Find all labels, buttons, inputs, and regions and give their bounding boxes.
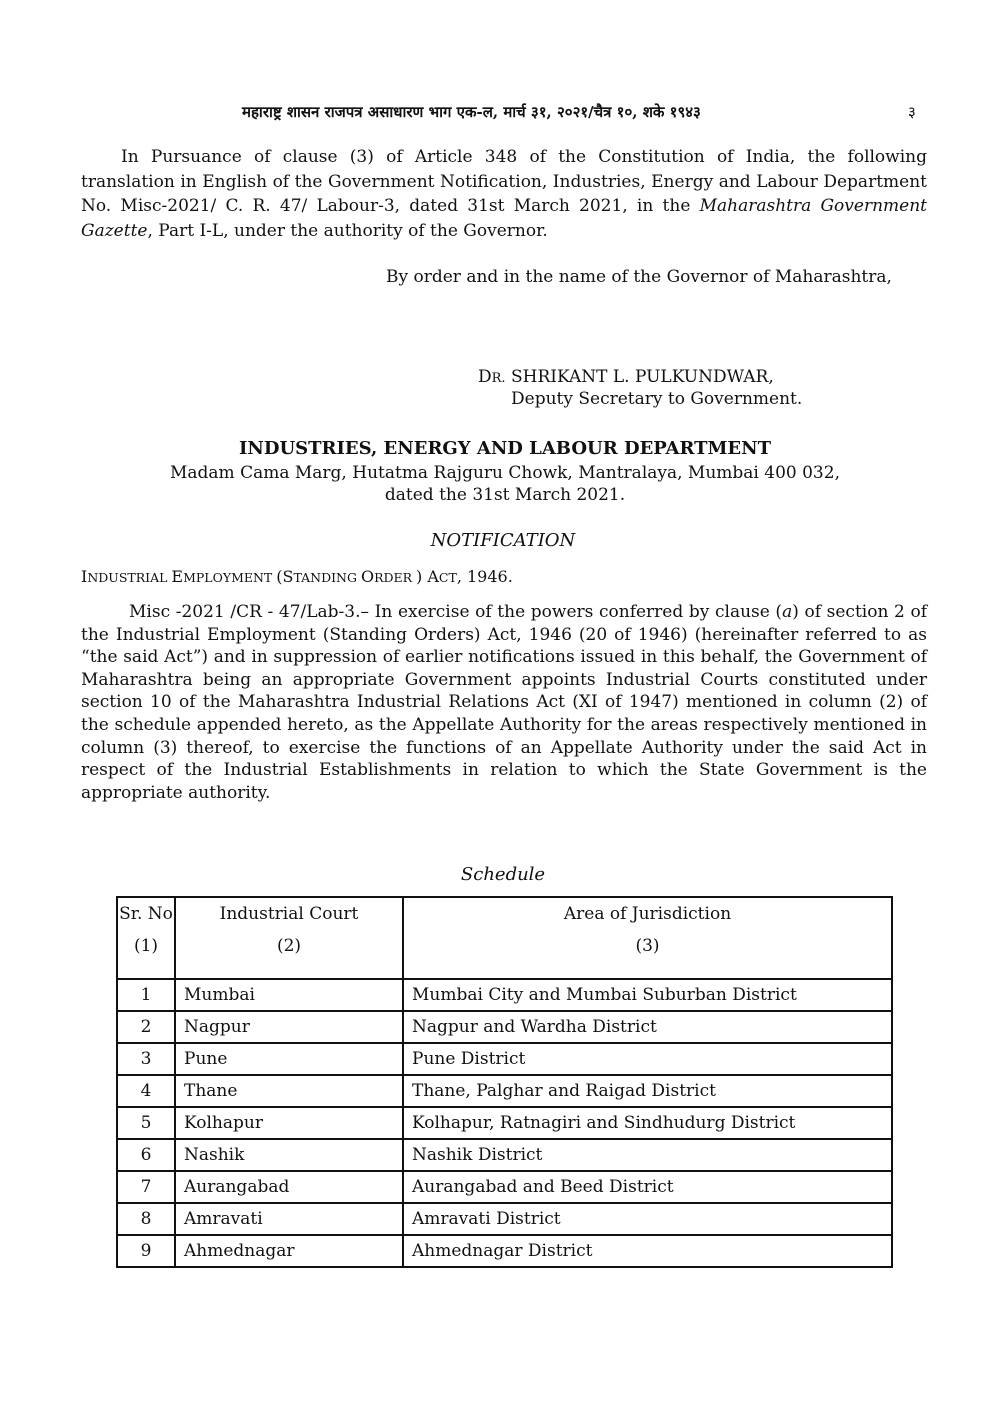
body-text-end: ) of section 2 of the Industrial Employment (Standing Orders) Act, 1946 (20 of 1946) (hereinafter referred to as “the said Act”) and in suppression of earlier notifications issued in this behalf, the Government of Maharashtra being an appropriate Government appoints Industrial Courts constituted under section 10 of the Maharashtra Industrial Relations Act (XI of 1947) mentioned in column (2) of the schedule appended hereto, as the Appellate Authority for the areas respectively mentioned in column (3) thereof, to exercise the functions of an Appellate Authority under the said Act in respect of the Industrial Establishments in relation to which the State Government is the appropriate authority. [81, 602, 927, 803]
act-title-part: RDER [374, 570, 417, 585]
area-cell: Nagpur and Wardha District [403, 1011, 892, 1043]
table-row [117, 1075, 892, 1107]
column-header-area [403, 897, 892, 979]
column-number: (2) [276, 936, 302, 956]
table-row [117, 1203, 892, 1235]
title-prefix-rest: R. [491, 371, 506, 386]
area-cell: Kolhapur, Ratnagiri and Sindhudurg District [403, 1107, 892, 1139]
table-header-row [117, 897, 892, 979]
column-number: (1) [133, 936, 159, 956]
act-title-part: E [171, 567, 184, 586]
schedule-table [116, 896, 893, 1268]
industrial-court-cell: Aurangabad [175, 1171, 403, 1203]
industrial-court-cell: Pune [175, 1043, 403, 1075]
industrial-court-cell: Kolhapur [175, 1107, 403, 1139]
sr-no-cell: 7 [117, 1171, 175, 1203]
industrial-court-cell: Ahmednagar [175, 1235, 403, 1267]
act-title-part: CT [438, 570, 457, 585]
signatory-name [478, 367, 774, 387]
column-label: Sr. No [119, 904, 173, 924]
area-cell: Mumbai City and Mumbai Suburban District [403, 979, 892, 1011]
page-number: ३ [908, 103, 916, 121]
intro-paragraph [81, 145, 927, 243]
industrial-court-cell: Nagpur [175, 1011, 403, 1043]
industrial-court-cell: Thane [175, 1075, 403, 1107]
table-row [117, 979, 892, 1011]
sr-no-cell: 2 [117, 1011, 175, 1043]
column-header-sr-no [117, 897, 175, 979]
department-address: Madam Cama Marg, Hutatma Rajguru Chowk, Mantralaya, Mumbai 400 032, [170, 463, 840, 483]
industrial-court-cell: Amravati [175, 1203, 403, 1235]
gazette-header-title: महाराष्ट्र शासन राजपत्र असाधारण भाग एक-ल, मार्च ३१, २०२१/चैत्र १०, शके १९४३ [242, 103, 701, 121]
act-title-part: (S [276, 567, 294, 586]
sr-no-cell: 6 [117, 1139, 175, 1171]
table-row [117, 1043, 892, 1075]
table-row [117, 1235, 892, 1267]
sr-no-cell: 9 [117, 1235, 175, 1267]
body-text: Misc -2021 /CR - 47/Lab-3.– In exercise of the powers conferred by clause ( [129, 602, 783, 622]
area-cell: Nashik District [403, 1139, 892, 1171]
notification-date: dated the 31st March 2021. [384, 485, 626, 505]
intro-text: In Pursuance of clause (3) of Article 348 of the Constitution of India, the following translation in English of the Government Notification, Industries, Energy and Labour Department No. Misc-2021/ C. R. 47/ Labour-3, dated 31st March 2021, in the [81, 147, 927, 216]
clause-letter: a [782, 602, 793, 622]
sr-no-cell: 8 [117, 1203, 175, 1235]
notification-heading: NOTIFICATION [430, 530, 576, 551]
column-number: (3) [635, 936, 660, 956]
area-cell: Thane, Palghar and Raigad District [403, 1075, 892, 1107]
table-row [117, 1139, 892, 1171]
column-header-industrial-court [175, 897, 403, 979]
area-cell: Aurangabad and Beed District [403, 1171, 892, 1203]
area-cell: Amravati District [403, 1203, 892, 1235]
act-title-part: , 1946. [456, 567, 513, 586]
act-title-part: MPLOYMENT [183, 570, 277, 585]
sr-no-cell: 5 [117, 1107, 175, 1139]
table-row [117, 1011, 892, 1043]
sr-no-cell: 3 [117, 1043, 175, 1075]
act-title-part: NDUSTRIAL [87, 570, 172, 585]
act-title [81, 567, 513, 586]
column-label: Area of Jurisdiction [563, 904, 732, 924]
gazette-name: Maharashtra Government Gazette [81, 196, 927, 241]
act-title-part: I [81, 567, 88, 586]
area-cell: Pune District [403, 1043, 892, 1075]
table-row [117, 1171, 892, 1203]
schedule-caption: Schedule [460, 864, 546, 885]
act-title-part: ) A [416, 567, 439, 586]
signatory-designation: Deputy Secretary to Government. [511, 389, 803, 409]
notification-body [81, 601, 927, 804]
signatory-name-text: SHRIKANT L. PULKUNDWAR, [505, 367, 774, 387]
department-name: INDUSTRIES, ENERGY AND LABOUR DEPARTMENT [238, 438, 772, 459]
sr-no-cell: 1 [117, 979, 175, 1011]
act-title-part: O [360, 567, 375, 586]
industrial-court-cell: Nashik [175, 1139, 403, 1171]
column-label: Industrial Court [219, 904, 359, 924]
sr-no-cell: 4 [117, 1075, 175, 1107]
area-cell: Ahmednagar District [403, 1235, 892, 1267]
table-row [117, 1107, 892, 1139]
title-prefix-initial: D [478, 367, 492, 387]
order-line: By order and in the name of the Governor of Maharashtra, [386, 267, 892, 287]
act-title-part: TANDING [293, 570, 361, 585]
intro-text-end: , Part I-L, under the authority of the Governor. [147, 220, 548, 241]
industrial-court-cell: Mumbai [175, 979, 403, 1011]
